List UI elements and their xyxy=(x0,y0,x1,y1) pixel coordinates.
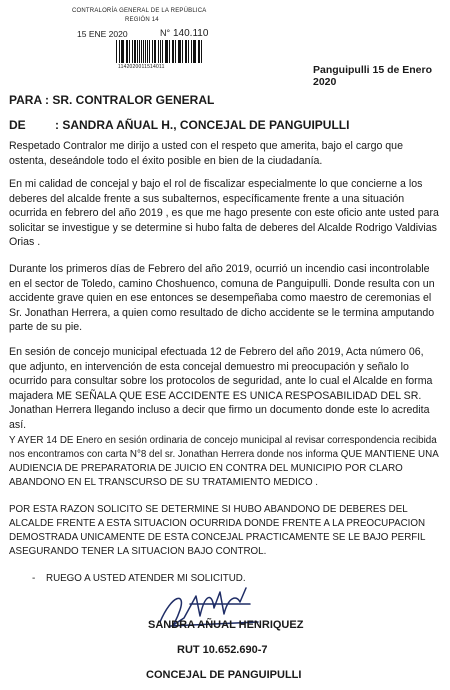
stamp-office: CONTRALORÍA GENERAL DE LA REPÚBLICA xyxy=(72,8,207,14)
de-value: : SANDRA AÑUAL H., CONCEJAL DE PANGUIPULLI xyxy=(55,118,350,132)
signature-rut: RUT 10.652.690-7 xyxy=(177,644,268,656)
paragraph-letter: Y AYER 14 DE Enero en sesión ordinaria de concejo municipal al revisar correspondencia recibida nos encontramos con carta N°8 del sr. Jonathan Herrera donde nos informa QUE MANTIENE UNA AUDIENCIA DE PREPARATORIA DE JUICIO EN CONTRA DEL MUNICIPIO POR CLARO ABANDONO EN EL TRANSCURSO DE SU TRATAMIENTO MEDICO . xyxy=(9,435,439,488)
paragraph-greeting: Respetado Contralor me dirijo a usted con el respeto que amerita, bajo el cargo que ostenta, deseándole todo el éxito posible en bien de la ciudadanía. xyxy=(9,140,403,167)
de-label: DE xyxy=(9,118,26,132)
place-date: Panguipulli 15 de Enero 2020 xyxy=(313,64,433,88)
stamp-date: 15 ENE 2020 xyxy=(77,29,128,39)
paragraph-session: En sesión de concejo municipal efectuada 12 de Febrero del año 2019, Acta número 06, que adjunto, en intervención de esta concejal demuestro mi preocupación y señalo lo ocurrido para consultar sobre los protocolos de seguridad, ante lo cual el Alcalde en forma majadera ME SEÑALA QUE ESE ACCIDENTE ES UNICA RESPOSABILIDAD DEL SR. Jonathan Herrera llegando incluso a decir que firmo un documento donde este lo acredita así. xyxy=(9,346,433,431)
signature-title: CONCEJAL DE PANGUIPULLI xyxy=(146,669,302,681)
stamp-number-label: N° xyxy=(160,28,171,38)
stamp-region: REGIÓN 14 xyxy=(125,17,159,23)
paragraph-incident: Durante los primeros días de Febrero del año 2019, ocurrió un incendio casi incontrolable en el sector de Toledo, camino Choshuenco, comuna de Panguipulli. Donde resulta con un accidente grave quien en ese entonces se desempeñaba como maestro de ceremonias el Sr. Jonathan Herrera, a quien como resultado de dicho accidente se le termina amputando parte de su pie. xyxy=(9,263,435,334)
barcode-text: 1142020011514011 xyxy=(118,64,165,70)
signature-name: SANDRA AÑUAL HENRIQUEZ xyxy=(148,619,304,631)
barcode xyxy=(116,40,204,63)
stamp-number: 140.110 xyxy=(173,28,209,39)
paragraph-request: POR ESTA RAZON SOLICITO SE DETERMINE SI HUBO ABANDONO DE DEBERES DEL ALCALDE FRENTE A ESTA SITUACION OCURRIDA DONDE FRENTE A LA PREOCUPACION DEMOSTRADA UNICAMENTE DE ESTA CONCEJAL PRACTICAMENTE SE LE BAJO PERFIL ASEGURANDO TENER LA SITUACION BAJO CONTROL. xyxy=(9,504,426,557)
paragraph-context: En mi calidad de concejal y bajo el rol de fiscalizar especialmente lo que concierne a los deberes del alcalde frente a sus subalternos, específicamente frente a una situación ocurrida en febrero del año 2019 , es que me hago presente con este oficio ante usted para solicitar se investigue y se determine si hubo falta de deberes del Alcalde Rodrigo Valdivias Orias . xyxy=(9,178,439,249)
closing-bullet: - xyxy=(32,573,36,584)
closing-line: RUEGO A USTED ATENDER MI SOLICITUD. xyxy=(46,573,246,584)
para-value: : SR. CONTRALOR GENERAL xyxy=(45,93,215,107)
para-label: PARA xyxy=(9,93,43,107)
